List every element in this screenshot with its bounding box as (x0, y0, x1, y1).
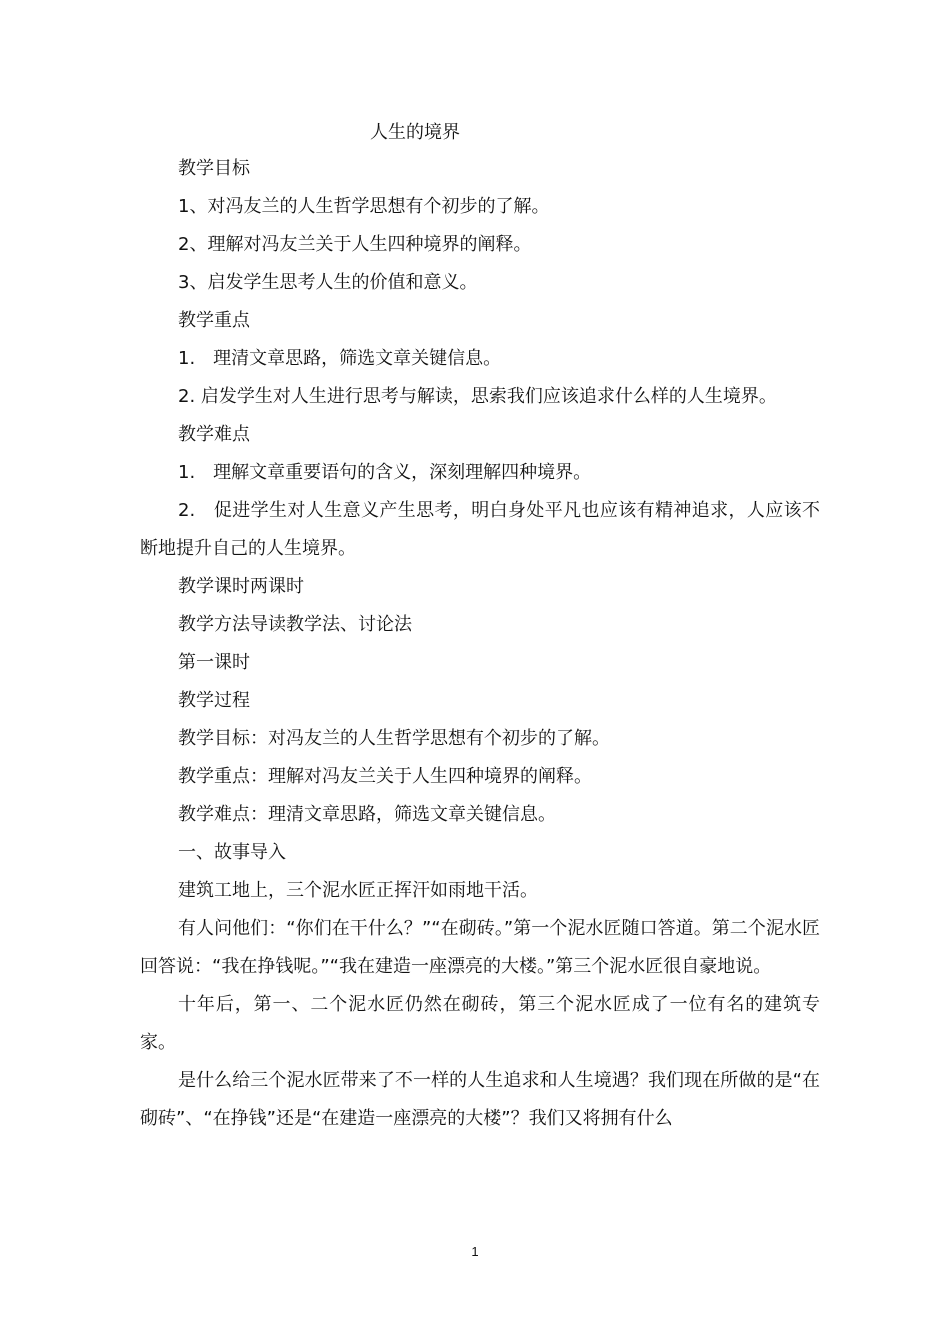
paragraph: 建筑工地上，三个泥水匠正挥汗如雨地干活。 (178, 880, 538, 901)
paragraph: 1. 理清文章思路，筛选文章关键信息。 (178, 348, 502, 369)
paragraph: 2. 促进学生对人生意义产生思考，明白身处平凡也应该有精神追求，人应该不断地提升自己的人生境界。 (140, 500, 820, 559)
paragraph: 教学课时两课时 (178, 576, 304, 597)
paragraph: 教学方法导读教学法、讨论法 (178, 614, 412, 635)
section-heading-objectives: 教学目标 (178, 158, 250, 179)
paragraph: 2. 启发学生对人生进行思考与解读，思索我们应该追求什么样的人生境界。 (178, 386, 777, 407)
paragraph: 是什么给三个泥水匠带来了不一样的人生追求和人生境遇？我们现在所做的是“在砌砖”、“在挣钱”还是“在建造一座漂亮的大楼”？我们又将拥有什么 (140, 1070, 820, 1129)
page-number: 1 (471, 1244, 479, 1259)
paragraph: 教学难点：理清文章思路，筛选文章关键信息。 (178, 804, 556, 825)
paragraph: 教学目标：对冯友兰的人生哲学思想有个初步的了解。 (178, 728, 610, 749)
paragraph: 1. 理解文章重要语句的含义，深刻理解四种境界。 (178, 462, 592, 483)
paragraph: 有人问他们：“你们在干什么？”“在砌砖。”第一个泥水匠随口答道。第二个泥水匠回答说：“我在挣钱呢。”“我在建造一座漂亮的大楼。”第三个泥水匠很自豪地说。 (140, 918, 820, 977)
section-heading-story: 一、故事导入 (178, 842, 286, 863)
paragraph: 十年后，第一、二个泥水匠仍然在砌砖，第三个泥水匠成了一位有名的建筑专家。 (140, 994, 820, 1053)
paragraph: 第一课时 (178, 652, 250, 673)
paragraph: 教学重点：理解对冯友兰关于人生四种境界的阐释。 (178, 766, 592, 787)
section-heading-difficulties: 教学难点 (178, 424, 250, 445)
paragraph: 3、启发学生思考人生的价值和意义。 (178, 272, 478, 293)
paragraph: 教学过程 (178, 690, 250, 711)
section-heading-key-points: 教学重点 (178, 310, 250, 331)
paragraph: 1、对冯友兰的人生哲学思想有个初步的了解。 (178, 196, 550, 217)
document-body (140, 150, 820, 1138)
document-title: 人生的境界 (370, 122, 460, 143)
paragraph: 2、理解对冯友兰关于人生四种境界的阐释。 (178, 234, 532, 255)
